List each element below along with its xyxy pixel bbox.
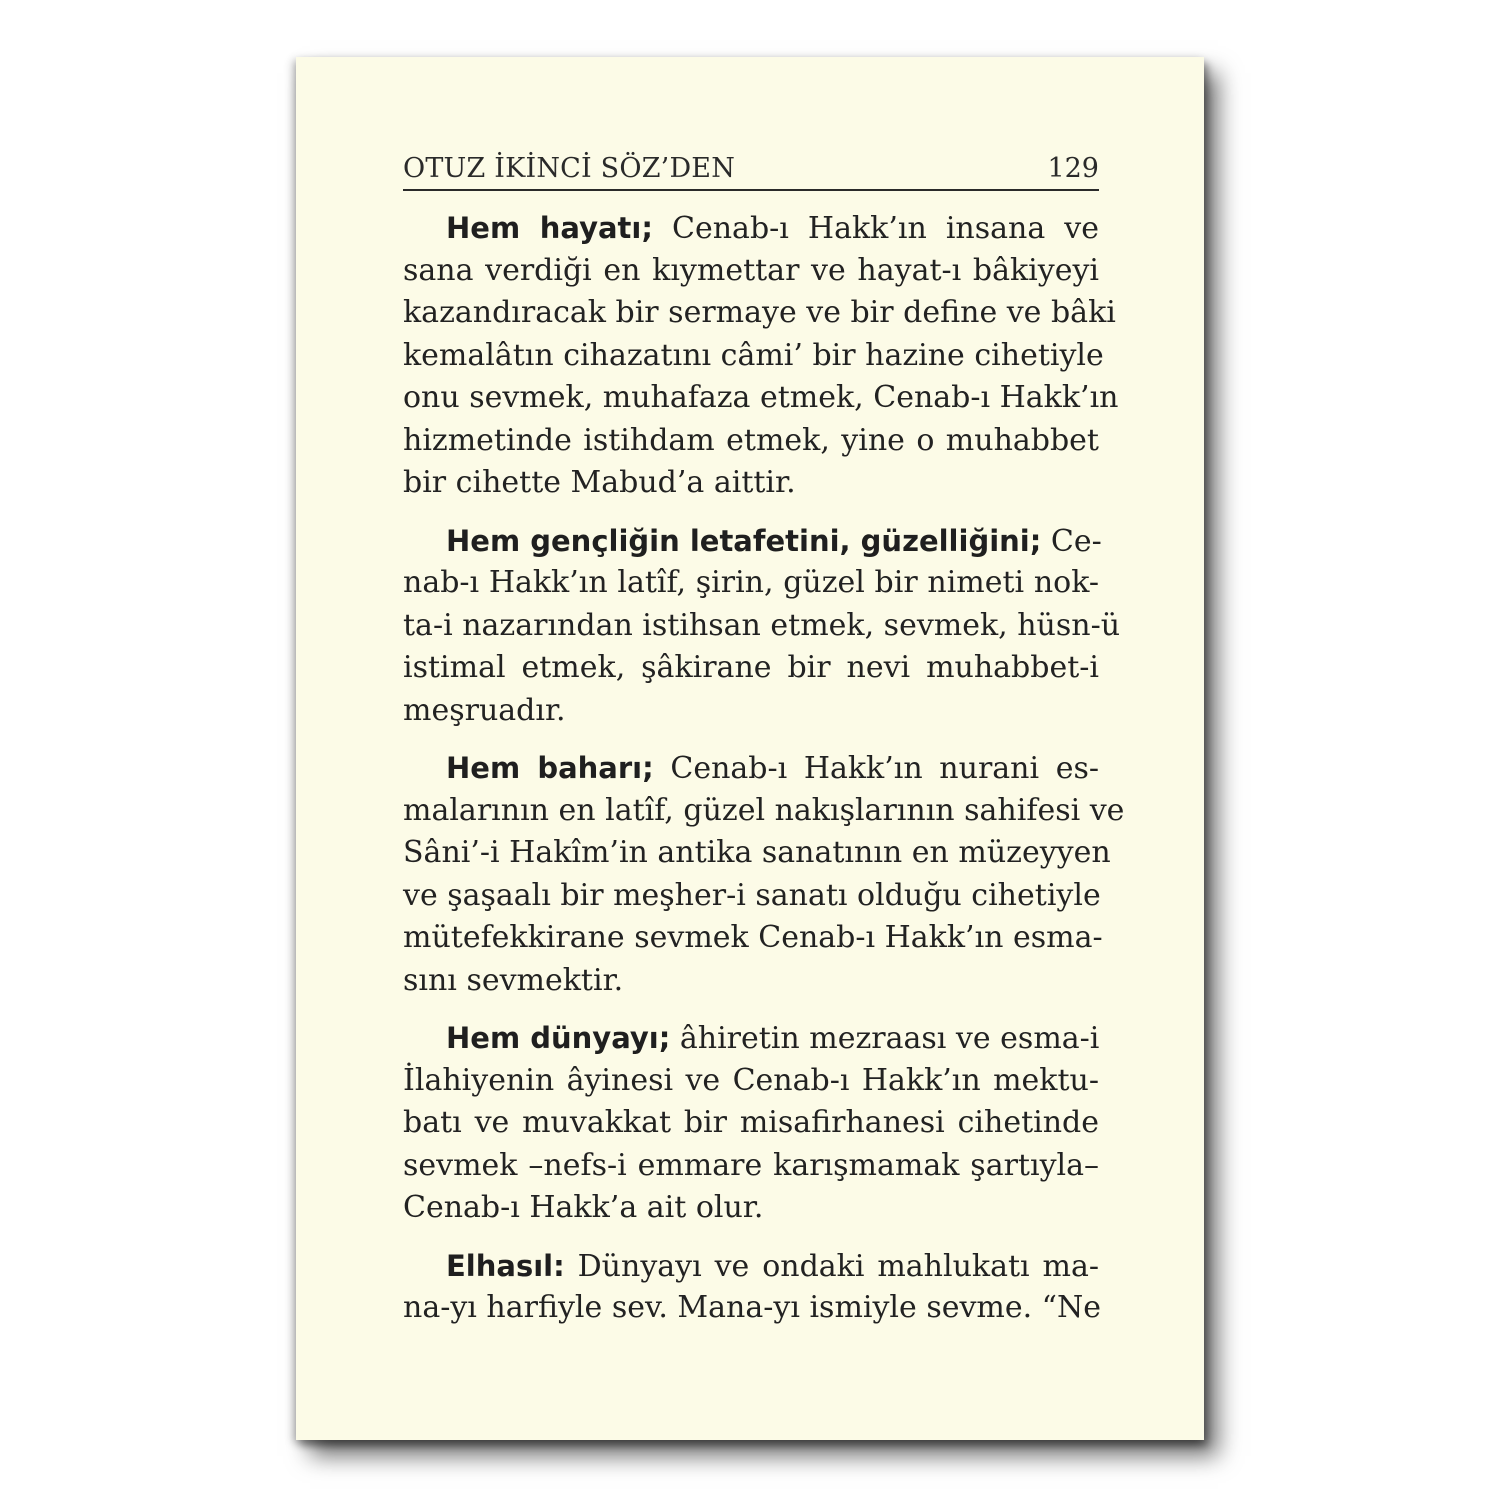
paragraph-line: hizmetinde istihdam etmek, yine o muhabbet [403,422,1099,458]
paragraph-genclik [403,520,1121,733]
paragraph-spacer [403,1230,1099,1245]
paragraph-lead: Hem dünyayı; [446,1021,671,1055]
page-body [403,207,1125,1330]
paragraph-first-line [403,520,1102,563]
paragraph-line: bir cihette Mabud’a aittir. [403,465,796,500]
paragraph-elhasil [403,1245,1102,1330]
paragraph-spacer [403,732,1099,747]
paragraph-spacer [403,505,1099,520]
paragraph-line: meşruadır. [403,692,566,728]
paragraph-line: ta-i nazarından istihsan etmek, sevmek, hüsn-ü [403,607,1121,643]
paragraph-lead: Hem baharı; [446,751,654,785]
paragraph-lead: Hem gençliğin letafetini, güzelliğini; [446,523,1042,558]
paragraph-line: malarının en latîf, güzel nakışlarının sahifesi ve [403,792,1125,828]
paragraph-line: sana verdiği en kıymettar ve hayat-ı bâkiyeyi [403,252,1099,288]
paragraph-line: Cenab-ı Hakk’a ait olur. [403,1190,764,1225]
paragraph-bahar [403,747,1125,1002]
paragraph-first-line [403,747,1099,790]
paragraph-line: batı ve muvakkat bir misafirhanesi cihetinde [403,1105,1099,1140]
paragraph-text: Dünyayı ve ondaki mahlukatı ma- [577,1248,1099,1284]
paragraph-line: mütefekkirane sevmek Cenab-ı Hakk’ın esma- [403,920,1103,955]
book-page [296,57,1204,1440]
paragraph-text: Cenab-ı Hakk’ın nurani es- [670,751,1100,786]
paragraph-line: kemalâtın cihazatını câmi’ bir hazine cihetiyle [403,337,1104,373]
paragraph-line: İlahiyenin âyinesi ve Cenab-ı Hakk’ın mektu- [403,1062,1099,1098]
paragraph-text: Cenab-ı Hakk’ın insana ve [672,211,1099,246]
paragraph-spacer [403,1002,1099,1017]
paragraph-first-line [403,1245,1099,1288]
paragraph-line: onu sevmek, muhafaza etmek, Cenab-ı Hakk’ın [403,380,1119,415]
paragraph-first-line [403,1017,1099,1060]
running-head: OTUZ İKİNCİ SÖZ’DEN [403,153,736,184]
paragraph-line: ve şaşaalı bir meşher-i sanatı olduğu cihetiyle [403,877,1101,913]
paragraph-dunya [403,1017,1099,1230]
paragraph-line: kazandıracak bir sermaye ve bir define ve bâki [403,295,1116,330]
paragraph-lead: Elhasıl: [446,1248,565,1283]
paragraph-line: istimal etmek, şâkirane bir nevi muhabbet-i [403,650,1099,685]
paragraph-line: Sâni’-i Hakîm’in antika sanatının en müzeyyen [403,835,1111,870]
paragraph-line: sevmek –nefs-i emmare karışmamak şartıyla– [403,1147,1099,1183]
page-header [403,149,1099,191]
paragraph-hayat [403,207,1119,505]
paragraph-line: na-yı harfiyle sev. Mana-yı ismiyle sevme. “Ne [403,1290,1102,1325]
paragraph-line: sını sevmektir. [403,962,624,998]
paragraph-text: Ce- [1050,523,1102,559]
paragraph-line: nab-ı Hakk’ın latîf, şirin, güzel bir nimeti nok- [403,565,1099,600]
paragraph-text: âhiretin mezraası ve esma-i [679,1021,1100,1056]
paragraph-first-line [403,207,1099,250]
page-number: 129 [1047,153,1099,184]
paragraph-lead: Hem hayatı; [446,211,653,245]
